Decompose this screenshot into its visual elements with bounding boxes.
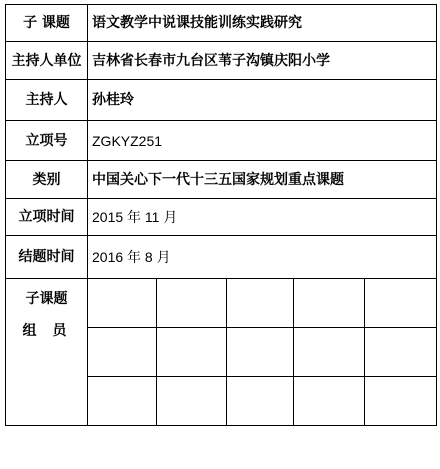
category-label: 类别 xyxy=(6,161,88,199)
row-host-unit xyxy=(6,42,437,80)
end-date-label: 结题时间 xyxy=(6,236,88,279)
members-label-line2: 组员 xyxy=(22,323,83,339)
row-end-date xyxy=(6,236,437,279)
category-value: 中国关心下一代十三五国家规划重点课题 xyxy=(88,161,437,199)
member-cell xyxy=(88,377,157,426)
row-project-number xyxy=(6,121,437,161)
project-number-value: ZGKYZ251 xyxy=(88,121,437,161)
member-cell xyxy=(227,377,294,426)
end-date-value: 2016 年 8 月 xyxy=(88,236,437,279)
members-label xyxy=(6,279,88,426)
host-value: 孙桂玲 xyxy=(88,80,437,121)
member-cell xyxy=(294,279,365,328)
members-row-1 xyxy=(6,279,437,328)
member-cell xyxy=(157,279,227,328)
project-number-label: 立项号 xyxy=(6,121,88,161)
host-label: 主持人 xyxy=(6,80,88,121)
members-label-line1: 子课题 xyxy=(25,291,68,307)
subtopic-value: 语文教学中说课技能训练实践研究 xyxy=(88,5,437,42)
member-cell xyxy=(157,377,227,426)
member-cell xyxy=(294,377,365,426)
row-subtopic xyxy=(6,5,437,42)
member-cell xyxy=(88,279,157,328)
row-category xyxy=(6,161,437,199)
member-cell xyxy=(88,328,157,377)
member-cell xyxy=(227,279,294,328)
host-unit-label: 主持人单位 xyxy=(6,42,88,80)
start-date-value: 2015 年 11 月 xyxy=(88,199,437,236)
member-cell xyxy=(294,328,365,377)
member-cell xyxy=(227,328,294,377)
member-cell xyxy=(365,377,437,426)
subtopic-label: 子 课题 xyxy=(6,5,88,42)
start-date-label: 立项时间 xyxy=(6,199,88,236)
member-cell xyxy=(365,328,437,377)
member-cell xyxy=(365,279,437,328)
host-unit-value: 吉林省长春市九台区苇子沟镇庆阳小学 xyxy=(88,42,437,80)
row-host xyxy=(6,80,437,121)
project-info-table xyxy=(5,4,437,426)
member-cell xyxy=(157,328,227,377)
row-start-date xyxy=(6,199,437,236)
